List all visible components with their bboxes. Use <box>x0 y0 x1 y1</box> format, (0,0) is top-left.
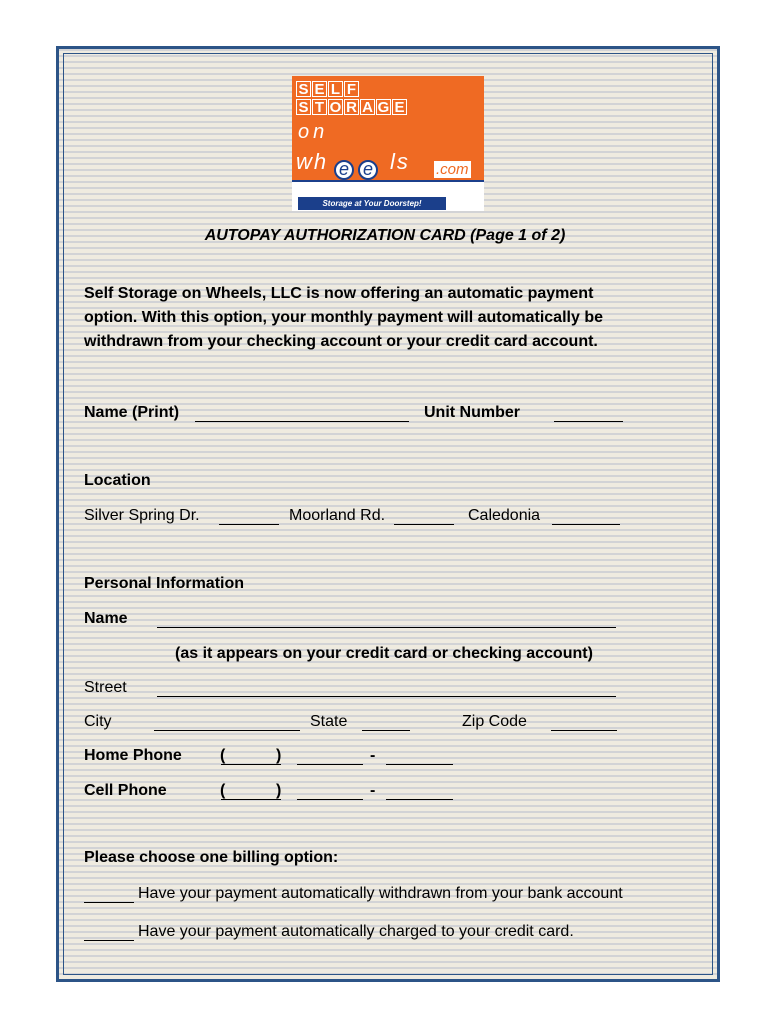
page-title: AUTOPAY AUTHORIZATION CARD (Page 1 of 2) <box>204 227 566 244</box>
logo-row-storage <box>296 99 407 115</box>
cell-phone-prefix[interactable] <box>297 799 363 800</box>
logo-wheels-pre: wh <box>296 149 329 174</box>
street-field[interactable] <box>157 696 616 697</box>
home-phone-paren-open: ( <box>220 747 226 764</box>
logo-tagline: Storage at Your Doorstep! <box>298 197 446 210</box>
zip-label: Zip Code <box>462 713 527 730</box>
logo-letter: G <box>377 99 390 116</box>
cell-phone-line[interactable] <box>386 799 453 800</box>
cell-phone-dash: - <box>370 782 376 799</box>
bank-option-label: Have your payment automatically withdrawn from your bank account <box>138 885 623 902</box>
logo-letter: A <box>360 99 375 115</box>
caledonia-field[interactable] <box>552 524 620 525</box>
unit-number-label: Unit Number <box>424 404 520 421</box>
city-field[interactable] <box>154 730 300 731</box>
street-label: Street <box>84 679 127 696</box>
home-phone-area-code[interactable] <box>221 764 281 765</box>
logo-letter: E <box>312 81 327 97</box>
cell-phone-paren-open: ( <box>220 782 226 799</box>
logo-letter: O <box>329 99 342 116</box>
logo-row-self <box>296 81 359 97</box>
logo-letter: T <box>312 99 327 115</box>
silver-spring-field[interactable] <box>219 524 279 525</box>
bank-option-field[interactable] <box>84 902 134 903</box>
name-field[interactable] <box>157 627 616 628</box>
intro-line: withdrawn from your checking account or your credit card account. <box>84 333 598 350</box>
logo-letter: F <box>344 81 359 97</box>
unit-number-field[interactable] <box>554 421 623 422</box>
cell-phone-paren-close: ) <box>276 782 282 799</box>
home-phone-line[interactable] <box>386 764 453 765</box>
name-print-label: Name (Print) <box>84 404 180 421</box>
card-option-label: Have your payment automatically charged to your credit card. <box>138 923 574 940</box>
name-label: Name <box>84 610 128 627</box>
logo-on: on <box>298 121 329 143</box>
caledonia-label: Caledonia <box>468 507 541 524</box>
logo-letter: E <box>392 99 407 115</box>
city-label: City <box>84 713 112 730</box>
zip-field[interactable] <box>551 730 617 731</box>
moorland-label: Moorland Rd. <box>289 507 386 524</box>
billing-heading: Please choose one billing option: <box>84 849 339 866</box>
state-label: State <box>310 713 348 730</box>
home-phone-label: Home Phone <box>84 747 182 764</box>
cell-phone-area-code[interactable] <box>221 799 281 800</box>
home-phone-paren-close: ) <box>276 747 282 764</box>
name-print-field[interactable] <box>195 421 409 422</box>
logo-wheel-icon: e <box>358 160 378 180</box>
logo-letter: R <box>344 99 359 115</box>
personal-info-heading: Personal Information <box>84 575 245 592</box>
silver-spring-label: Silver Spring Dr. <box>84 507 200 524</box>
logo-wheel-icon: e <box>334 160 354 180</box>
home-phone-dash: - <box>370 747 376 764</box>
logo-wheels-start <box>296 149 328 175</box>
state-field[interactable] <box>362 730 410 731</box>
company-logo <box>292 76 484 211</box>
location-heading: Location <box>84 472 151 489</box>
logo-letter: S <box>296 99 311 115</box>
moorland-field[interactable] <box>394 524 454 525</box>
cell-phone-label: Cell Phone <box>84 782 167 799</box>
home-phone-prefix[interactable] <box>297 764 363 765</box>
intro-line: Self Storage on Wheels, LLC is now offering an automatic payment <box>84 285 594 302</box>
intro-line: option. With this option, your monthly payment will automatically be <box>84 309 603 326</box>
logo-letter: L <box>328 81 343 97</box>
name-note: (as it appears on your credit card or checking account) <box>175 645 593 662</box>
logo-wheels-end <box>390 149 410 175</box>
logo-letter: S <box>296 81 311 97</box>
logo-wheels-post: ls <box>390 149 410 174</box>
logo-divider <box>292 180 484 182</box>
card-option-field[interactable] <box>84 940 134 941</box>
logo-dotcom: .com <box>436 161 469 178</box>
